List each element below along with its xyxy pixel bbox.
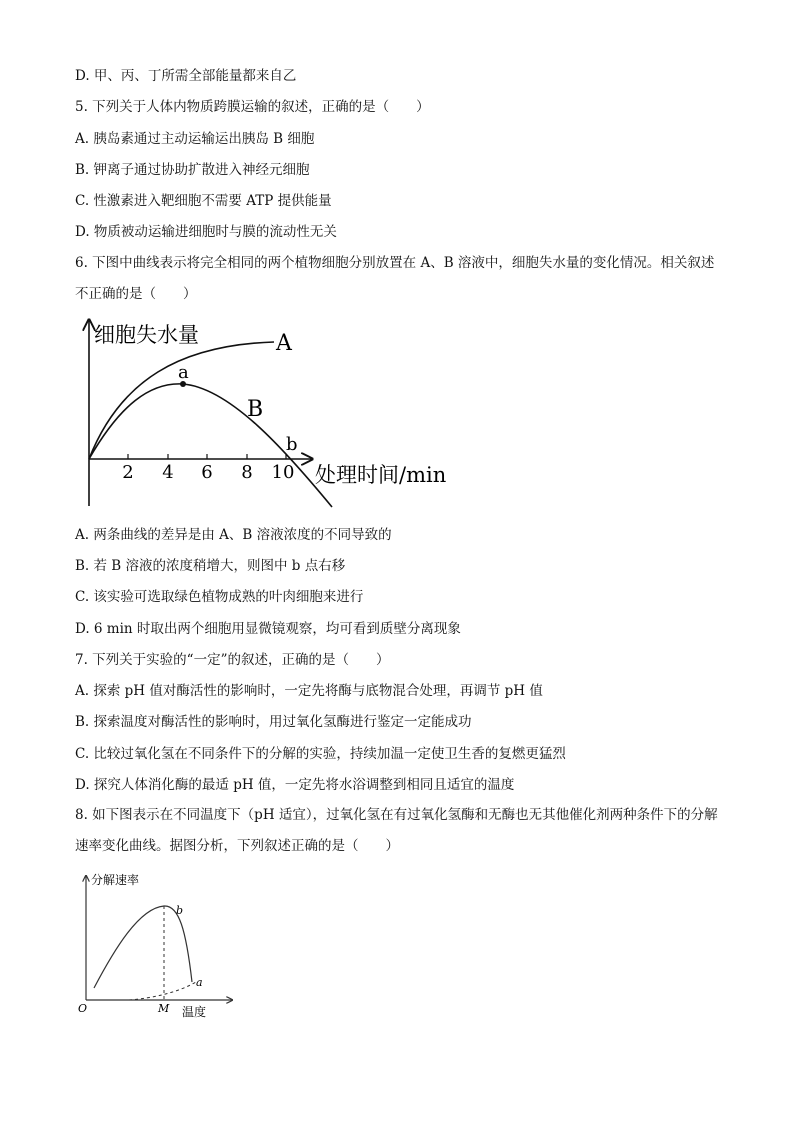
point-a-label: a: [178, 362, 189, 383]
x-tick-label: 4: [162, 462, 174, 483]
q5-option-a: A. 胰岛素通过主动运输运出胰岛 B 细胞: [75, 131, 315, 147]
q6-option-a: A. 两条曲线的差异是由 A、B 溶液浓度的不同导致的: [75, 527, 392, 543]
figure-water-loss-chart: [70, 310, 470, 515]
x-tick-label: 6: [201, 462, 213, 483]
figure-decomposition-rate-chart: [74, 870, 244, 1022]
q6-option-c: C. 该实验可选取绿色植物成熟的叶肉细胞来进行: [75, 589, 364, 605]
q7-option-c: C. 比较过氧化氢在不同条件下的分解的实验，持续加温一定使卫生香的复燃更猛烈: [75, 746, 566, 762]
curve-b-label: B: [247, 397, 264, 422]
q8-stem: 8. 如下图表示在不同温度下（pH 适宜），过氧化氢在有过氧化氢酶和无酶也无其他催化剂两种条件下的分解速率变化曲线。据图分析，下列叙述正确的是（ ）: [75, 807, 718, 854]
x-tick-label: 10: [271, 462, 295, 483]
q4-option-d: D. 甲、丙、丁所需全部能量都来自乙: [75, 68, 297, 84]
q5-stem: 5. 下列关于人体内物质跨膜运输的叙述，正确的是（ ）: [75, 99, 430, 115]
q7-option-d: D. 探究人体消化酶的最适 pH 值，一定先将水浴调整到相同且适宜的温度: [75, 777, 515, 793]
origin-label: O: [78, 1002, 88, 1015]
q5-option-b: B. 钾离子通过协助扩散进入神经元细胞: [75, 162, 310, 178]
q6-option-b: B. 若 B 溶液的浓度稍增大，则图中 b 点右移: [75, 558, 346, 574]
q7-option-a: A. 探索 pH 值对酶活性的影响时，一定先将酶与底物混合处理，再调节 pH 值: [75, 683, 543, 699]
curve-b: [94, 906, 192, 988]
point-b-label: b: [286, 434, 298, 455]
q6-stem: 6. 下图中曲线表示将完全相同的两个植物细胞分别放置在 A、B 溶液中，细胞失水量的变化情况。相关叙述不正确的是（ ）: [75, 255, 715, 302]
y-axis-label: 分解速率: [91, 873, 140, 887]
curve-b-label: b: [176, 904, 184, 917]
q7-option-b: B. 探索温度对酶活性的影响时，用过氧化氢酶进行鉴定一定能成功: [75, 714, 472, 730]
x-tick-label: 8: [241, 462, 253, 483]
curve-a-label: a: [196, 976, 203, 989]
y-axis-label: 细胞失水量: [94, 323, 199, 347]
curve-a: [129, 982, 196, 1000]
q5-option-c: C. 性激素进入靶细胞不需要 ATP 提供能量: [75, 193, 332, 209]
curve-a-label: A: [276, 331, 292, 356]
q6-option-d: D. 6 min 时取出两个细胞用显微镜观察，均可看到质壁分离现象: [75, 621, 461, 637]
x-axis-label: 处理时间/min: [315, 463, 447, 487]
m-label: M: [158, 1002, 170, 1015]
x-tick-label: 2: [122, 462, 134, 483]
q7-stem: 7. 下列关于实验的“一定”的叙述，正确的是（ ）: [75, 652, 390, 668]
x-axis-label: 温度: [182, 1005, 207, 1019]
q5-option-d: D. 物质被动运输进细胞时与膜的流动性无关: [75, 224, 337, 240]
